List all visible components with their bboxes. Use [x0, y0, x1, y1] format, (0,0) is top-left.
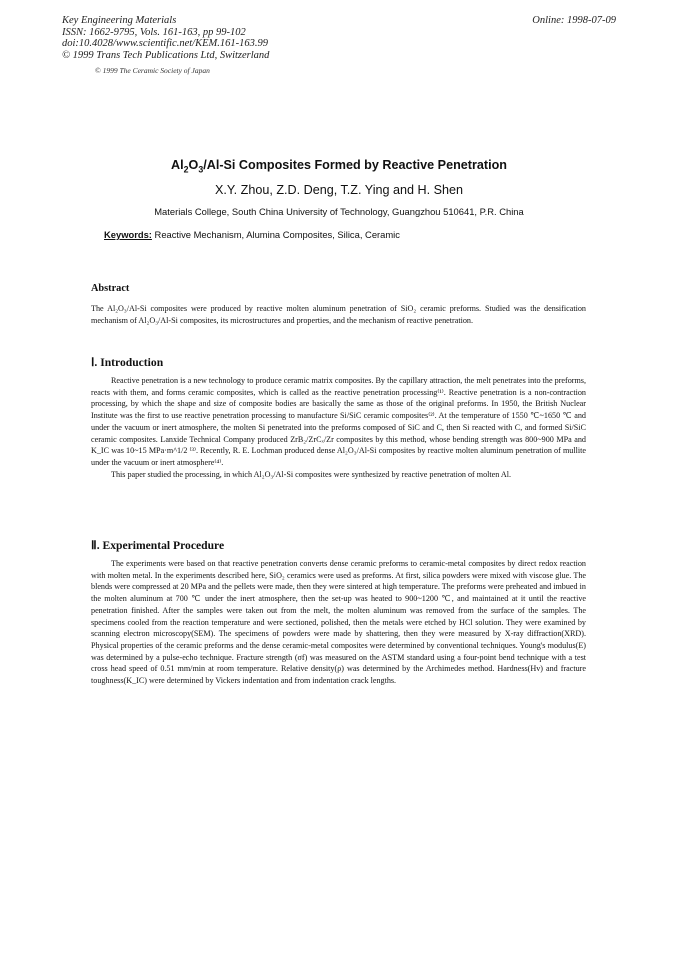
journal-name: Key Engineering Materials	[62, 15, 177, 26]
issn-line: ISSN: 1662-9795, Vols. 161-163, pp 99-102	[62, 26, 246, 38]
copyright-line: © 1999 Trans Tech Publications Ltd, Switzerland	[62, 49, 270, 61]
introduction-body	[91, 375, 586, 480]
keywords-list: Reactive Mechanism, Alumina Composites, Silica, Ceramic	[154, 229, 400, 240]
authors: X.Y. Zhou, Z.D. Deng, T.Z. Ying and H. Shen	[214, 183, 464, 197]
experimental-heading: Ⅱ. Experimental Procedure	[91, 539, 225, 552]
society-stamp: © 1999 The Ceramic Society of Japan	[95, 66, 210, 75]
keywords-label: Keywords:	[104, 229, 152, 240]
online-date: Online: 1998-07-09	[532, 15, 616, 26]
introduction-paragraph-2: This paper studied the processing, in which Al₂O₃/Al-Si composites were synthesized by reactive penetration of molten Al.	[111, 469, 512, 479]
introduction-paragraph-1: Reactive penetration is a new technology to produce ceramic matrix composites. By the capillary attraction, the melt penetrates into the preforms, reacts with them, and forms ceramic composites, which is called as the reactive penetration processing⁽¹⁾. Reactive penetration is a non-contraction processing, by which the shape and size of composite bodies are basically the same as those of the original preforms. In 1950, the British Nuclear Institute was the first to use reactive penetration processing to manufacture Si/SiC ceramic composites⁽²⁾. At the temperature of 1550 ℃~1650 ℃ and under the vacuum or inert atmosphere, the molten Si penetrated into the preforms composed of SiC and C, then Si reacted with C, and formed Si/SiC ceramic composites. Lanxide Technical Company produced ZrB₂/ZrCₓ/Zr composites by this method, whose bending strength was 800~900 MPa and K_IC was 10~15 MPa·m^1/2 ⁽³⁾. Recently, R. E. Lochman produced dense Al₂O₃/Al-Si composites by reactive molten aluminum penetration of mullite under the vacuum or inert atmosphere⁽⁴⁾.	[91, 376, 586, 468]
publication-info	[62, 15, 269, 61]
abstract-heading: Abstract	[91, 283, 130, 294]
paper-title: $Al_2O_3/Al-Si$ Composites Formed by Reactive Penetration	[171, 158, 507, 175]
experimental-paragraph-1: The experiments were based on that reactive penetration converts dense ceramic preforms to ceramic-metal composites by direct redox reaction with molten metal. In the experiments described here, SiO₂ ceramics were used as preforms. At first, silica powders were mixed with viscose glue. The blends were compressed at 20 MPa and the pellets were made, then they were sintered at high temperature. The preforms were preheated and imbued in the molten aluminum at 700 ℃ under the inert atmosphere, then the set-up was heated to 900~1200 ℃, and maintained at it until the reactive penetration finished. After the samples were taken out from the melt, the molten aluminum was removed from the surface of the samples. The specimens cooled from the reaction temperature and were sectioned, polished, then the metals were etched by HCl solution. They were examined by scanning electron microscopy(SEM). The specimens of powders were made by shattering, then they were measured by X-ray diffraction(XRD). Physical properties of the ceramic preforms and the dense ceramic-metal composites were determined by conventional techniques. Young's modulus(E) was determined by a pulse-echo technique. Fracture strength (σf) was measured on the ASTM standard using a four-point bend technique with a test cross head speed of 0.51 mm/min at room temperature. Relative density(ρ) was determined by the Archimedes method. Hardness(Hv) and fracture toughness(K_IC) were determined by Vickers indentation and from indentation crack lengths.	[91, 559, 586, 686]
keywords	[104, 229, 400, 240]
abstract-paragraph: The Al₂O₃/Al-Si composites were produced by reactive molten aluminum penetration of SiO₂ ceramic preforms. Studied was the densification mechanism of Al₂O₃/Al-Si composites, its microstructures and properties, and the mechanism of reactive penetration.	[91, 304, 586, 325]
introduction-heading: Ⅰ. Introduction	[91, 356, 164, 369]
doi-line: doi:10.4028/www.scientific.net/KEM.161-163.99	[62, 38, 268, 49]
experimental-body	[91, 558, 586, 687]
affiliation: Materials College, South China University of Technology, Guangzhou 510641, P.R. China	[154, 206, 524, 217]
abstract-text	[91, 303, 586, 326]
